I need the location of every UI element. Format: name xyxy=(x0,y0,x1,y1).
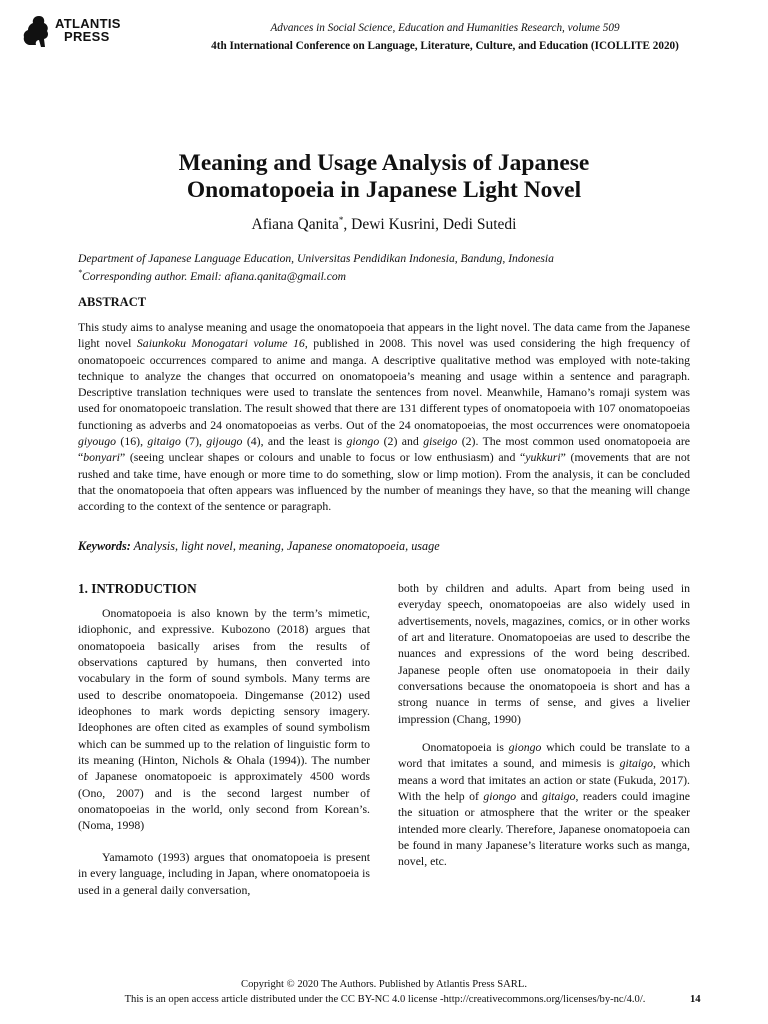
paragraph-text xyxy=(398,739,690,870)
abstract-heading: ABSTRACT xyxy=(78,295,147,309)
abstract-text: (4), and the least is xyxy=(242,434,347,449)
page-number: 14 xyxy=(690,994,701,1005)
abstract-body xyxy=(78,319,690,515)
author-others: , Dewi Kusrini, Dedi Sutedi xyxy=(343,216,517,234)
abstract-text: (16), xyxy=(116,434,148,449)
series-header: Advances in Social Science, Education and Humanities Research, volume 509 xyxy=(270,22,620,34)
department: Department of Japanese Language Education, Universitas Pendidikan Indonesia, Bandung, Indonesia xyxy=(78,252,554,265)
abstract-text: (7), xyxy=(180,434,207,449)
paragraph-text: Onomatopoeia is also known by the term’s mimetic, idiophonic, and expressive. Kubozono (2018) argues that onomatopoeia basically arises from the results of observations captured by humans, then converted into vocabulary in the form of sound symbols. Many terms are used to describe onomatopoeia. Dingemanse (2012) used ideophones to mark words depicting sensory imagery. Ideophones are often cited as examples of sound symbolism which can be summed up to the relation of linguistic form to its meaning (Hinton, Nichols & Ohala (1994)). The number of Japanese onomatopoeic is approximately 4500 words (Ono, 2007) and is the second largest number of onomatopoeias in the world, only second from Korean’s. (Noma, 1998) xyxy=(78,606,370,833)
term-giongo: giongo xyxy=(508,740,542,754)
keywords-label: Keywords: xyxy=(78,539,131,553)
corresponding-mark-2: * xyxy=(78,268,82,277)
logo-line1: ATLANTIS xyxy=(55,16,121,31)
title-line1: Meaning and Usage Analysis of Japanese xyxy=(178,150,590,176)
term-gitaigo: gitaigo xyxy=(147,434,181,449)
paper-title xyxy=(60,150,708,204)
paragraph-span: Onomatopoeia is xyxy=(422,740,509,754)
license-notice: This is an open access article distributed under the CC BY-NC 4.0 license -http://creativecommons.org/licenses/by-nc/4.0/. xyxy=(124,994,646,1005)
paragraph-span: which could be translate to a word that imitates a sound, and mimesis is xyxy=(398,740,690,771)
corresponding-text: Corresponding author. Email: afiana.qanita@gmail.com xyxy=(82,269,347,283)
term-gitaigo: gitaigo xyxy=(619,756,653,771)
paragraph-span: , which means a word that imitates an action or state (Fukuda, 2017). With the help of xyxy=(398,756,690,804)
author-first: Afiana Qanita xyxy=(251,216,339,234)
term-giyougo: giyougo xyxy=(78,434,117,449)
paragraph-span: and xyxy=(516,789,543,804)
paragraph-span: , readers could imagine the situation or atmosphere that the writer or the speaker intended more clearly. Therefore, Japanese onomatopoeia can be found in many Japanese’s literature works such as manga, novel, etc. xyxy=(398,789,690,869)
corresponding-author xyxy=(78,266,698,284)
intro-right-paragraph-2 xyxy=(398,739,690,870)
keywords-value: Analysis, light novel, meaning, Japanese onomatopoeia, usage xyxy=(130,539,440,553)
keywords xyxy=(78,539,690,554)
copyright-notice: Copyright © 2020 The Authors. Published by Atlantis Press SARL. xyxy=(241,979,527,990)
term-giseigo: giseigo xyxy=(423,434,458,449)
logo-line2: PRESS xyxy=(64,29,110,44)
intro-left-paragraph-2 xyxy=(78,849,370,898)
term-yukkuri: yukkuri xyxy=(525,450,561,465)
term-gijougo: gijougo xyxy=(206,434,243,449)
abstract-text: (2). The most common used onomatopoeia are “ xyxy=(78,434,690,465)
paragraph-text: both by children and adults. Apart from being used in everyday speech, onomatopoeias are also widely used in advertisements, novels, magazines, comics, or in other works of art and literature. Onomatopoeias are used to describe the nuances and expressions of the word being described. Japanese people often use onomatopoeia in their daily conversations because the onomatopoeia is short and has a strong nuance in terms of sense, and gives a livelier impression (Chang, 1990) xyxy=(398,581,690,726)
novel-title: Saiunkoku Monogatari volume 16 xyxy=(136,336,305,351)
abstract-text: , published in 2008. This novel was used considering the high frequency of onomatopoeic occurrences compared to anime and manga. A descriptive qualitative method was employed with note-taking technique to analyze the changes that occurred on onomatopoeia’s meaning and usage within a sentence and paragraph. Descriptive translation techniques were used to translate the sentences from novel. Meanwhile, Hamano’s romaji system was used for onomatopoeic translation. The result showed that there are 131 different types of onomatopoeia with 107 onomatopoeias functioning as adverbs and 24 onomatopoeias as verbs. Out of the 24 onomatopoeias, the most occurrences were onomatopoeia xyxy=(78,336,690,432)
corresponding-mark: * xyxy=(338,215,344,225)
term-giongo: giongo xyxy=(346,434,380,449)
abstract-text: (2) and xyxy=(379,434,424,449)
author-list xyxy=(60,215,708,234)
publisher-logo xyxy=(22,14,122,48)
term-gitaigo: gitaigo xyxy=(542,789,576,804)
conference-header: 4th International Conference on Language, Literature, Culture, and Education (ICOLLITE 2020) xyxy=(211,40,679,52)
intro-left-paragraph-1 xyxy=(78,605,370,834)
abstract-text: This study aims to analyse meaning and usage the onomatopoeia that appears in the light novel. The data came from the Japanese light novel xyxy=(78,320,690,351)
term-bonyari: bonyari xyxy=(83,450,120,465)
abstract-text: ” (movements that are not rushed and take time, have enough or more time to do something, slow or limp motion). From the analysis, it can be concluded that the onomatopoeia that often appears was influenced by the number of meanings they have, so that the meaning will change according to the context of the sentence or paragraph. xyxy=(78,450,690,514)
paragraph-text: Yamamoto (1993) argues that onomatopoeia is present in every language, including in Japan, where onomatopoeia is used in a general daily conversation, xyxy=(78,850,370,897)
atlantis-figure-icon xyxy=(22,14,52,48)
intro-right-paragraph-1 xyxy=(398,580,690,727)
section-heading-introduction: 1. INTRODUCTION xyxy=(78,581,197,596)
abstract-text: ” (seeing unclear shapes or colours and unable to focus or low enthusiasm) and “ xyxy=(119,450,526,465)
title-line2: Onomatopoeia in Japanese Light Novel xyxy=(186,177,582,203)
affiliation xyxy=(78,252,698,284)
term-giongo: giongo xyxy=(483,789,517,804)
